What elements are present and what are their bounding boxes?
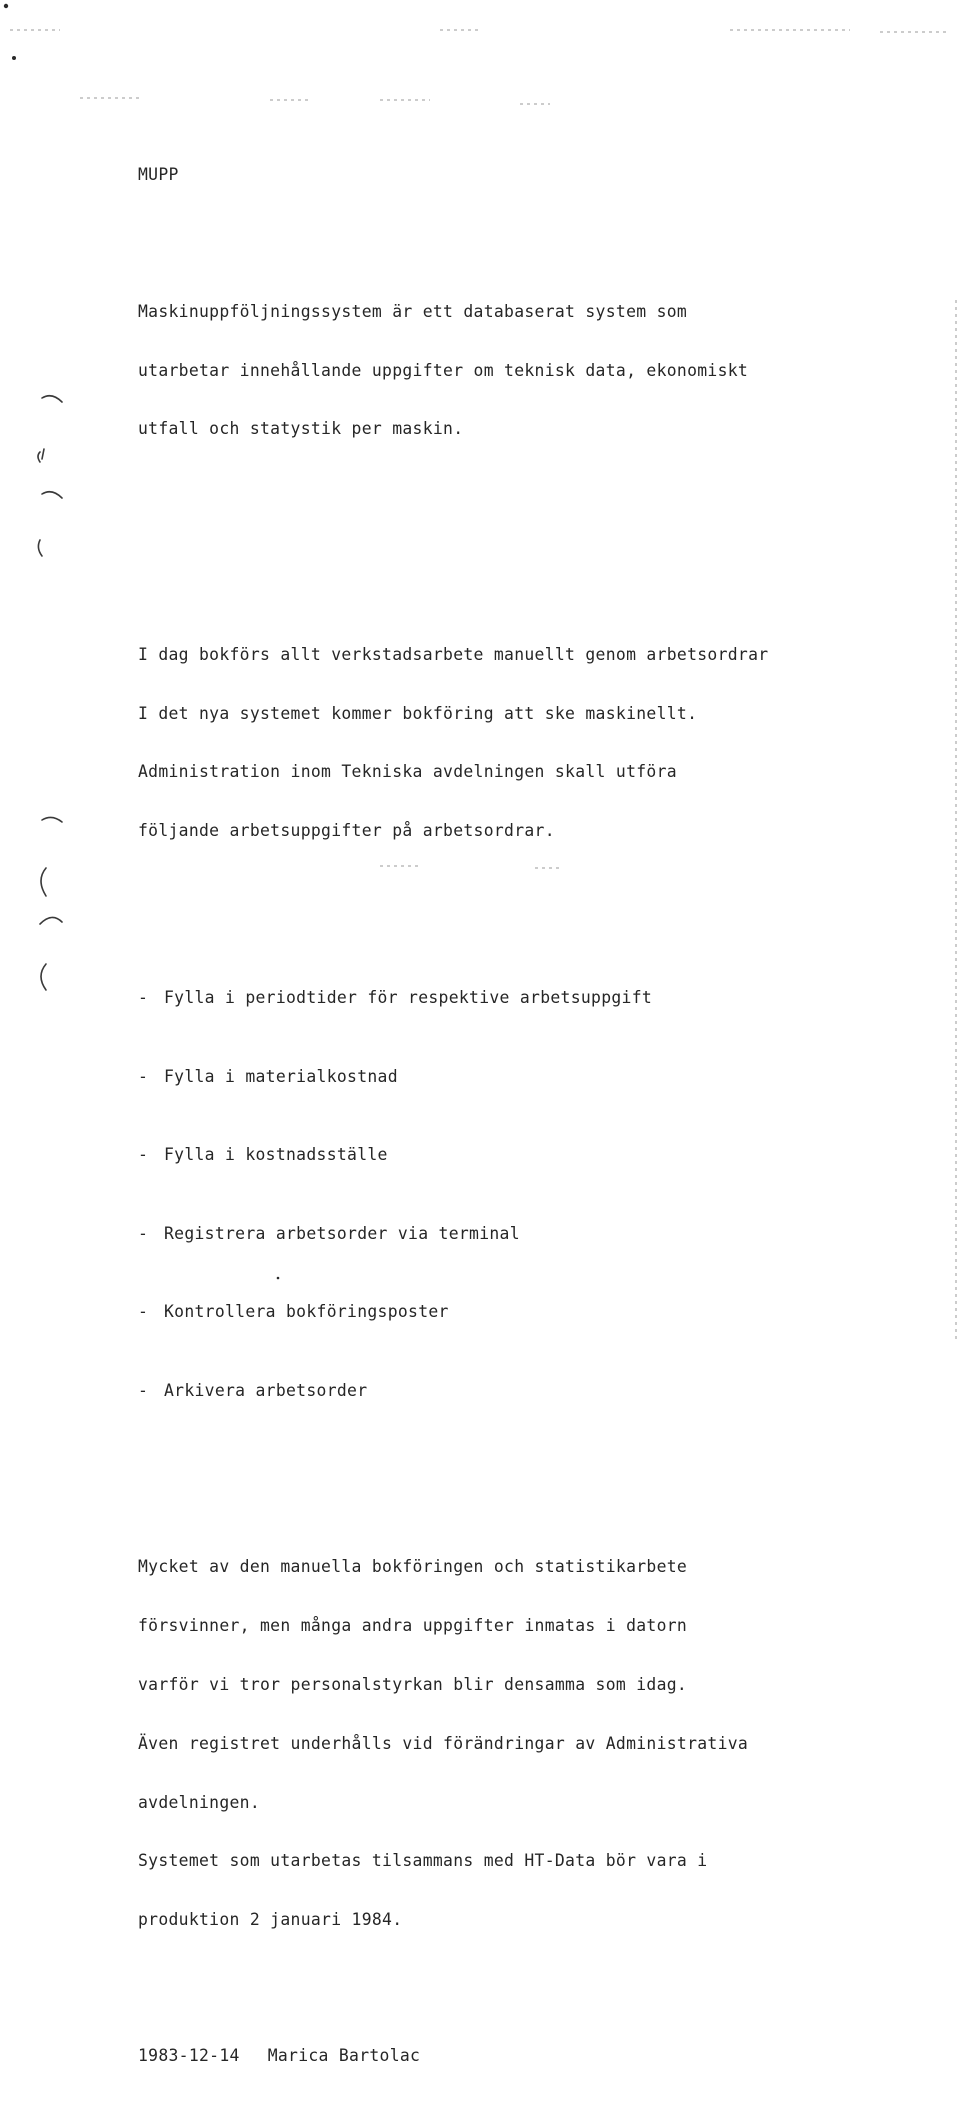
text-line: I det nya systemet kommer bokföring att ske maskinellt. <box>138 703 698 723</box>
task-item: - Arkivera arbetsorder <box>138 1380 368 1400</box>
text-line: följande arbetsuppgifter på arbetsordrar. <box>138 821 555 841</box>
typed-text <box>138 126 898 2104</box>
punch-mark-5 <box>40 917 62 924</box>
bullet-dash: - <box>138 987 149 1007</box>
bullet-dash: - <box>138 1380 149 1400</box>
text-line: Systemet som utarbetas tilsammans med HT-Data bör vara i <box>138 1851 708 1871</box>
closing-paragraph <box>138 1518 898 1969</box>
signature-name: Marica Bartolac <box>267 2045 421 2065</box>
bullet-dash: - <box>138 1302 149 1322</box>
punch-mark-1 <box>42 396 62 402</box>
document-heading: MUPP <box>138 165 179 185</box>
text-line: avdelningen. <box>138 1792 261 1812</box>
task-item: - Kontrollera bokföringsposter <box>138 1302 449 1322</box>
punch-mark-4 <box>41 868 46 896</box>
clip-mark-2 <box>38 540 42 556</box>
punch-mark-2 <box>42 492 62 498</box>
text-line: varför vi tror personalstyrkan blir densamma som idag. <box>138 1674 688 1694</box>
task-item: - Fylla i materialkostnad <box>138 1066 398 1086</box>
signature-date: 1983-12-14 <box>138 2045 240 2065</box>
bullet-dash: - <box>138 1145 149 1165</box>
task-item: - Registrera arbetsorder via terminal <box>138 1223 520 1243</box>
process-paragraph <box>138 606 898 880</box>
signature-line <box>138 2046 898 2066</box>
task-item: - Fylla i periodtider för respektive arbetsuppgift <box>138 987 653 1007</box>
text-line: produktion 2 januari 1984. <box>138 1910 403 1930</box>
intro-paragraph <box>138 263 898 479</box>
clip-mark-1 <box>38 449 44 462</box>
bullet-dash: - <box>138 1223 149 1243</box>
punch-mark-6 <box>41 964 46 990</box>
text-line: Även registret underhålls vid förändringar av Administrativa <box>138 1733 749 1753</box>
bullet-dash: - <box>138 1066 149 1086</box>
text-line: utarbetar innehållande uppgifter om teknisk data, ekonomiskt <box>138 360 749 380</box>
text-line: försvinner, men många andra uppgifter inmatas i datorn <box>138 1616 688 1636</box>
task-item: - Fylla i kostnadsställe <box>138 1145 388 1165</box>
text-line: Administration inom Tekniska avdelningen skall utföra <box>138 762 677 782</box>
text-line: utfall och statystik per maskin. <box>138 419 464 439</box>
punch-mark-3 <box>42 817 62 822</box>
text-line: I dag bokförs allt verkstadsarbete manuellt genom arbetsordrar <box>138 644 769 664</box>
text-line: Mycket av den manuella bokföringen och statistikarbete <box>138 1557 688 1577</box>
text-line: Maskinuppföljningssystem är ett databaserat system som <box>138 301 688 321</box>
task-list <box>138 949 898 1460</box>
